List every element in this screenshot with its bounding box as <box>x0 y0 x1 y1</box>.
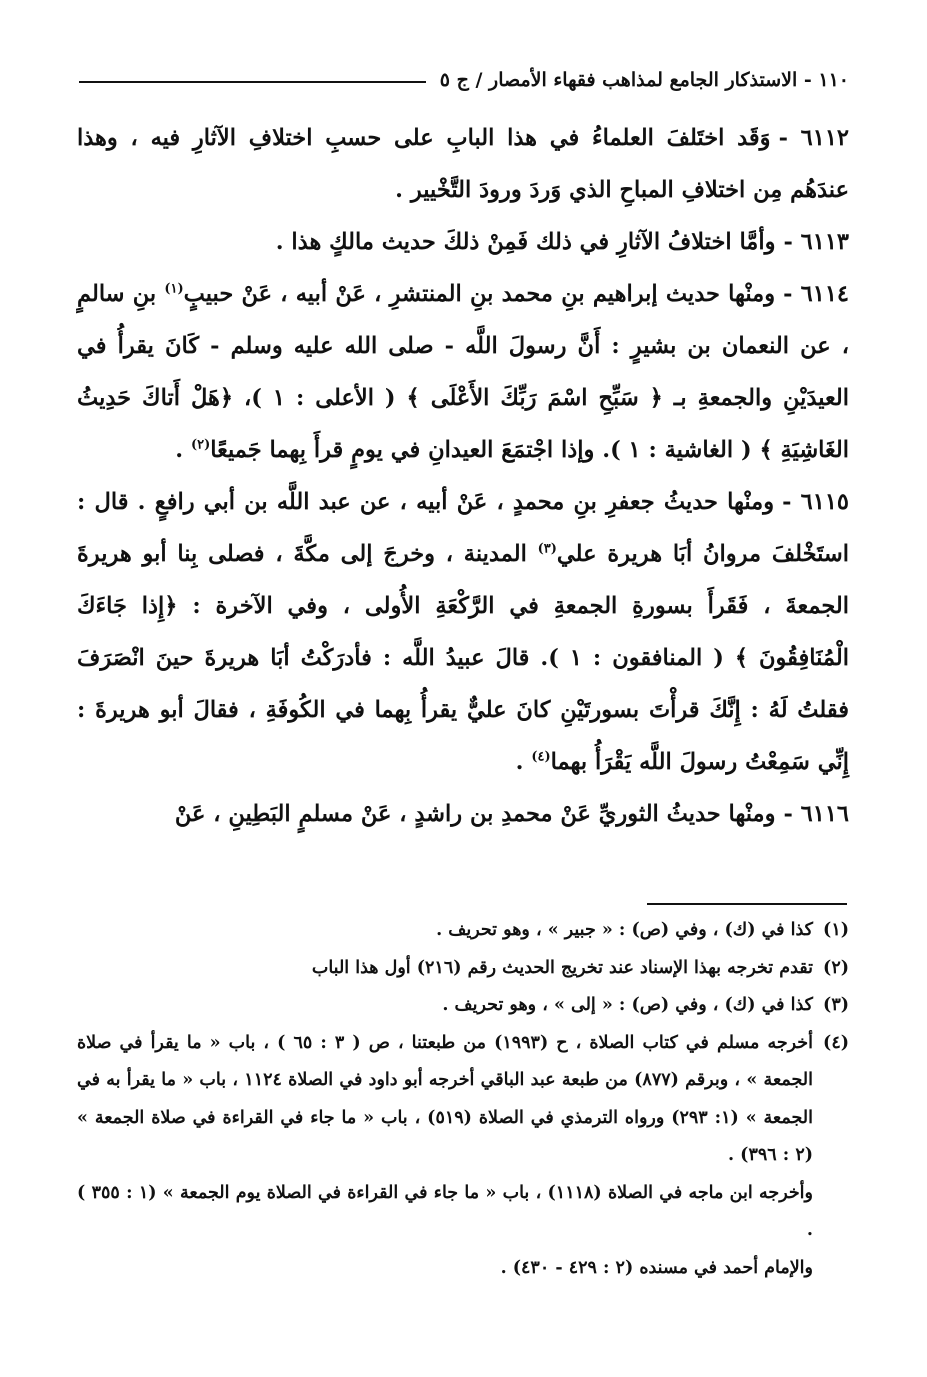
footnote-4-continuation: والإمام أحمد في مسنده (٢ : ٤٢٩ - ٤٣٠) . <box>500 1257 813 1278</box>
header-rule <box>79 81 426 83</box>
paragraph-text: ومنْها حديث إبراهيم بنِ محمد بنِ المنتشرِ ، عَنْ أبيه ، عَنْ حبيبٍ <box>183 281 776 307</box>
footnote-ref-3[interactable]: (٣) <box>537 541 557 557</box>
footnote-ref-1[interactable]: (١) <box>164 281 184 297</box>
paragraph-text: ومنْها حديثُ الثوريِّ عَنْ محمدِ بن راشدٍ ، عَنْ مسلمٍ البَطِينِ ، عَنْ <box>174 801 776 827</box>
footnote-separator <box>647 903 847 905</box>
footnote-4 <box>77 1025 849 1175</box>
footnote-ref-2[interactable]: (٢) <box>190 437 211 453</box>
main-text <box>77 112 849 840</box>
paragraph-6112 <box>77 112 849 216</box>
footnote-text: تقدم تخرجه بهذا الإسناد عند تخريج الحديث رقم (٢١٦) أول هذا الباب <box>311 957 813 978</box>
paragraph-text: وَقَد اختَلفَ العلماءُ في هذا البابِ على حسبِ اختلافِ الآثارِ فيه ، وهذا عندَهُم مِن اختلافِ المباحِ الذي وَردَ ورودَ التَّخْيير . <box>77 125 849 203</box>
paragraph-text: المدينة ، وخرجَ إلى مكَّةَ ، فصلى بِنا أبو هريرةَ الجمعةَ ، فَقَرأَ بسورةِ الجمعةِ في الرَّكْعَةِ الأُولى ، وفي الآخرة : ﴿إِذا جَاءَكَ الْمُنَافِقُونَ ﴾ ( المنافقون : ١ ). قالَ عبيدُ اللَّه : فأدرَكْتُ أبَا هريرةَ حينَ انْصَرَفَ فقلتُ لَهُ : إِنَّكَ قرأْتَ بسورتَيْنِ كانَ عليٌّ يقرأُ بِهما في الكُوفَةِ ، فقالَ أبو هريرةَ : إِنِّي سَمِعْتُ رسولَ اللَّه يَقْرَأُ بهما <box>77 541 850 775</box>
footnotes <box>77 912 849 1287</box>
footnote-number: (٤) <box>823 1032 849 1053</box>
paragraph-6116 <box>77 788 849 840</box>
paragraph-text: وأمَّا اختلافُ الآثارِ في ذلك فَمِنْ ذلكَ حديث مالكٍ هذا . <box>275 229 776 255</box>
paragraph-text-end: . <box>175 437 191 463</box>
paragraph-text: بنِ سالمٍ ، عن النعمان بن بشيرٍ : أَنَّ رسولَ اللَّه - صلى الله عليه وسلم - كَانَ يقرأُ في العيدَيْنِ والجمعةِ بـ ﴿ سَبِّحِ اسْمَ رَبِّكَ الأَعْلَى ﴾ ( الأعلى : ١ )، ﴿هَلْ أَتاكَ حَدِيثُ الغَاشِيَةِ ﴾ ( الغاشية : ١ ). وإذا اجْتمَعَ العيدانِ في يومٍ قرأَ بِهما جَميعًا <box>77 281 849 463</box>
paragraph-6115 <box>77 476 849 788</box>
paragraph-number: ٦١١٣ - <box>783 229 849 255</box>
footnote-ref-4[interactable]: (٤) <box>531 749 551 765</box>
paragraph-6114 <box>77 268 849 476</box>
footnote-number: (٢) <box>823 957 849 978</box>
footnote-text: كذا في (ك) ، وفي (ص) : « إلى » ، وهو تحريف . <box>442 995 813 1015</box>
footnote-text: أخرجه مسلم في كتاب الصلاة ، ح (١٩٩٣) من طبعتنا ، ص ( ٣ : ٦٥ ) ، باب « ما يقرأ في صلاة الجمعة » ، وبرقم (٨٧٧) من طبعة عبد الباقي أخرجه أبو داود في الصلاة ١١٢٤ ، باب « ما يقرأ به في الجمعة » (١: ٢٩٣) ورواه الترمذي في الصلاة (٥١٩) ، باب « ما جاء في القراءة في صلاة الجمعة » (٢ : ٣٩٦) . <box>77 1032 813 1165</box>
footnote-1 <box>77 912 849 950</box>
paragraph-text-end: . <box>515 749 532 775</box>
footnote-2 <box>77 950 849 988</box>
paragraph-number: ٦١١٥ - <box>782 489 849 515</box>
paragraph-number: ٦١١٤ - <box>783 281 849 307</box>
footnote-4-continuation: وأخرجه ابن ماجه في الصلاة (١١١٨) ، باب « ما جاء في القراءة في الصلاة يوم الجمعة » (١ : ٣٥٥ ) . <box>77 1182 813 1240</box>
running-title: ١١٠ - الاستذكار الجامع لمذاهب فقهاء الأمصار / ج ٥ <box>439 69 849 91</box>
footnote-number: (٣) <box>823 995 849 1015</box>
footnote-text: كذا في (ك) ، وفي (ص) : « جبير » ، وهو تحريف . <box>436 920 813 940</box>
paragraph-text: ومنْها حديثُ جعفرِ بنِ محمدٍ ، عَنْ أبيه ، عن عبد اللَّه بن أبي رافعٍ . قال : استَخْلفَ مروانُ أبَا هريرة علي <box>77 489 849 567</box>
paragraph-number: ٦١١٢ - <box>778 125 850 151</box>
paragraph-6113 <box>77 216 849 268</box>
paragraph-number: ٦١١٦ - <box>783 801 849 827</box>
footnote-3 <box>77 987 849 1025</box>
running-header <box>79 62 849 98</box>
footnote-number: (١) <box>823 920 849 940</box>
